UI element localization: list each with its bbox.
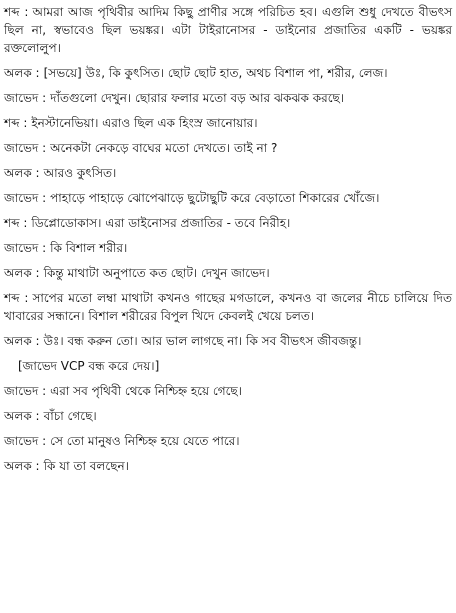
speaker-label: জাভেদ : — [4, 384, 47, 398]
dialogue-line — [4, 239, 452, 257]
speaker-label: অলক : — [4, 334, 40, 348]
dialogue-text: সে তো মানুষও নিশ্চিহ্ন হয়ে যেতে পারে। — [50, 434, 240, 448]
dialogue-text: অনেকটা নেকড়ে বাঘের মতো দেখতে। তাই না ? — [50, 141, 278, 155]
dialogue-line — [4, 64, 452, 82]
speaker-label: জাভেদ : — [4, 191, 47, 205]
speaker-label: জাভেদ : — [4, 91, 47, 105]
dialogue-line — [4, 264, 452, 282]
dialogue-line — [4, 382, 452, 400]
speaker-label: জাভেদ : — [4, 141, 47, 155]
dialogue-text: বাঁচা গেছে। — [43, 409, 97, 423]
speaker-label: শব্দ : — [4, 5, 29, 19]
dialogue-line — [4, 432, 452, 450]
speaker-label: অলক : — [4, 266, 40, 280]
dialogue-text: কি বিশাল শরীর। — [50, 241, 128, 255]
dialogue-line — [4, 457, 452, 475]
dialogue-line — [4, 139, 452, 157]
dialogue-line — [4, 289, 452, 325]
stage-direction-text: [জাভেদ VCP বন্ধ করে দেয়।] — [18, 359, 160, 373]
dialogue-text: কি যা তা বলছেন। — [43, 459, 129, 473]
dialogue-text: [সভয়ে] উঃ, কি কুৎসিত। ছোট ছোট হাত, অথচ বিশাল পা, শরীর, লেজ। — [43, 66, 388, 80]
dialogue-line — [4, 214, 452, 232]
speaker-label: শব্দ : — [4, 216, 28, 230]
dialogue-line — [4, 407, 452, 425]
dialogue-text: ইনস্টানেভিয়া। এরাও ছিল এক হিংস্র জানোয়ার। — [31, 116, 258, 130]
dialogue-line — [4, 332, 452, 350]
dialogue-line — [4, 89, 452, 107]
dialogue-text: ডিপ্লোডোকাস। এরা ডাইনোসর প্রজাতির - তবে নিরীহ। — [31, 216, 291, 230]
dialogue-line — [4, 3, 452, 57]
dialogue-line — [4, 189, 452, 207]
speaker-label: শব্দ : — [4, 116, 28, 130]
dialogue-text: কিন্তু মাথাটা অনুপাতে কত ছোট। দেখুন জাভেদ। — [43, 266, 270, 280]
dialogue-text: আরও কুৎসিত। — [43, 166, 117, 180]
speaker-label: জাভেদ : — [4, 434, 47, 448]
dialogue-line — [4, 164, 452, 182]
speaker-label: অলক : — [4, 409, 40, 423]
speaker-label: জাভেদ : — [4, 241, 47, 255]
dialogue-text: সাপের মতো লম্বা মাথাটা কখনও গাছের মগডালে, কখনও বা জলের নীচে চালিয়ে দিত খাবারের সন্ধানে। বিশাল শরীরের বিপুল খিদে কেবলই খেয়ে চলত। — [4, 291, 452, 323]
speaker-label: অলক : — [4, 459, 40, 473]
dialogue-text: পাহাড়ে পাহাড়ে ঝোপেঝাড়ে ছুটোছুটি করে বেড়াতো শিকারের খোঁজে। — [50, 191, 380, 205]
speaker-label: অলক : — [4, 166, 40, 180]
dialogue-text: আমরা আজ পৃথিবীর আদিম কিছু প্রাণীর সঙ্গে পরিচিত হব। এগুলি শুধু দেখতে বীভৎস ছিল না, স্বভাবেও ছিল ভয়ঙ্কর। এটা টাইরানোসর - ডাইনোর প্রজাতির একটি - ভয়ঙ্কর রক্তলোলুপ। — [4, 5, 452, 55]
stage-direction — [4, 357, 452, 375]
speaker-label: শব্দ : — [4, 291, 29, 305]
dialogue-line — [4, 114, 452, 132]
dialogue-text: দাঁতগুলো দেখুন। ছোরার ফলার মতো বড় আর ঝকঝক করছে। — [50, 91, 345, 105]
dialogue-text: উঃ। বন্ধ করুন তো। আর ভাল লাগছে না। কি সব বীভৎস জীবজন্তু। — [43, 334, 362, 348]
speaker-label: অলক : — [4, 66, 40, 80]
dialogue-text: এরা সব পৃথিবী থেকে নিশ্চিহ্ন হয়ে গেছে। — [50, 384, 242, 398]
